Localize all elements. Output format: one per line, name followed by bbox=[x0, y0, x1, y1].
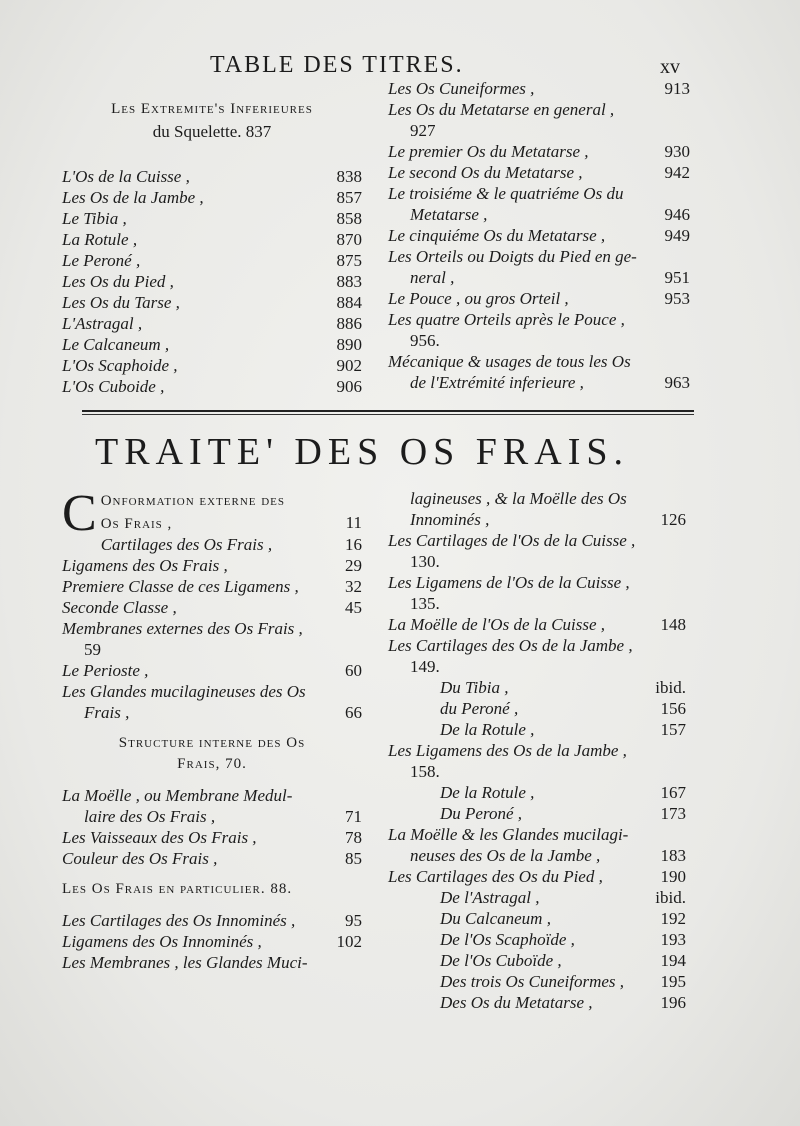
toc-entry bbox=[388, 992, 686, 1013]
toc-entry bbox=[388, 204, 690, 225]
toc-entry bbox=[62, 660, 362, 681]
bottom-left-column bbox=[62, 485, 362, 973]
toc-entry bbox=[62, 775, 362, 785]
toc-entry-title: Les Cartilages des Os du Pied , bbox=[388, 867, 603, 886]
toc-entry-title: Le Pouce , ou gros Orteil , bbox=[388, 289, 569, 308]
toc-entry-page: 29 bbox=[345, 556, 362, 575]
opening-line2: Os Frais , 11 bbox=[100, 513, 362, 532]
toc-entry bbox=[62, 806, 362, 827]
toc-entry-page: 183 bbox=[660, 846, 686, 865]
horizontal-rule-thin bbox=[82, 414, 694, 415]
toc-entry bbox=[62, 355, 362, 376]
toc-entry-title: Les Os du Pied , bbox=[62, 272, 174, 291]
toc-entry bbox=[62, 166, 362, 187]
toc-entry-page: 886 bbox=[336, 314, 362, 333]
toc-entry-page: 946 bbox=[664, 205, 690, 224]
toc-entry-title: L'Astragal , bbox=[62, 314, 143, 333]
toc-entry bbox=[388, 509, 686, 530]
toc-entry bbox=[388, 677, 686, 698]
toc-entry-page: 102 bbox=[336, 932, 362, 951]
toc-entry-title: du Peroné , bbox=[440, 699, 519, 718]
toc-entry bbox=[388, 267, 690, 288]
toc-entry-title: 59 bbox=[84, 640, 101, 659]
toc-entry bbox=[62, 555, 362, 576]
toc-entry bbox=[388, 288, 690, 309]
toc-entry bbox=[388, 845, 686, 866]
toc-entry bbox=[388, 971, 686, 992]
toc-entry bbox=[62, 681, 362, 702]
toc-entry-page: 157 bbox=[660, 720, 686, 739]
entry-list bbox=[62, 534, 362, 973]
toc-entry bbox=[62, 931, 362, 952]
toc-entry-page: 16 bbox=[345, 535, 362, 554]
toc-entry-title: Innominés , bbox=[410, 510, 490, 529]
toc-entry-title: Ligamens des Os Innominés , bbox=[62, 932, 262, 951]
toc-entry bbox=[388, 551, 686, 572]
toc-entry bbox=[62, 597, 362, 618]
toc-entry bbox=[388, 351, 690, 372]
toc-entry-page: 858 bbox=[336, 209, 362, 228]
toc-entry-page: 148 bbox=[660, 615, 686, 634]
toc-entry-title: de l'Extrémité inferieure , bbox=[410, 373, 584, 392]
toc-entry bbox=[388, 309, 690, 330]
toc-entry bbox=[62, 900, 362, 910]
toc-entry-title: La Moëlle & les Glandes mucilagi- bbox=[388, 825, 629, 844]
toc-entry bbox=[62, 376, 362, 397]
toc-entry-title: De l'Astragal , bbox=[440, 888, 540, 907]
toc-entry bbox=[388, 740, 686, 761]
toc-entry bbox=[388, 78, 690, 99]
toc-entry bbox=[388, 120, 690, 141]
toc-entry-title: Les Cartilages de l'Os de la Cuisse , bbox=[388, 531, 636, 550]
toc-entry-title: laire des Os Frais , bbox=[84, 807, 216, 826]
toc-entry bbox=[388, 761, 686, 782]
top-left-column bbox=[62, 98, 362, 397]
toc-entry-page: 902 bbox=[336, 356, 362, 375]
toc-entry-title: La Rotule , bbox=[62, 230, 138, 249]
toc-entry-title: Les quatre Orteils après le Pouce , bbox=[388, 310, 625, 329]
toc-entry bbox=[388, 488, 686, 509]
toc-entry-page: 949 bbox=[664, 226, 690, 245]
toc-entry-title: Du Peroné , bbox=[440, 804, 522, 823]
entry-list bbox=[388, 78, 690, 393]
toc-entry-page: 857 bbox=[336, 188, 362, 207]
toc-entry-title: Du Calcaneum , bbox=[440, 909, 551, 928]
toc-entry-title: La Moëlle , ou Membrane Medul- bbox=[62, 786, 293, 805]
toc-entry bbox=[388, 782, 686, 803]
toc-entry-title: Ligamens des Os Frais , bbox=[62, 556, 228, 575]
toc-entry bbox=[62, 534, 362, 555]
section-heading-line2: du Squelette. 837 bbox=[152, 122, 272, 141]
toc-entry-title: Couleur des Os Frais , bbox=[62, 849, 218, 868]
toc-entry bbox=[388, 530, 686, 551]
toc-entry bbox=[62, 785, 362, 806]
toc-entry-page: 942 bbox=[664, 163, 690, 182]
toc-entry-title: 927 bbox=[410, 121, 436, 140]
toc-entry-title: Des trois Os Cuneiformes , bbox=[440, 972, 625, 991]
toc-entry-title: Le Calcaneum , bbox=[62, 335, 170, 354]
top-right-column bbox=[388, 78, 690, 393]
toc-entry bbox=[388, 162, 690, 183]
toc-entry-page: 838 bbox=[336, 167, 362, 186]
drop-cap: C bbox=[62, 485, 97, 542]
toc-entry-page: 963 bbox=[664, 373, 690, 392]
toc-entry-title: Premiere Classe de ces Ligamens , bbox=[62, 577, 299, 596]
entry-list bbox=[388, 488, 686, 1013]
toc-entry bbox=[388, 698, 686, 719]
toc-entry bbox=[388, 803, 686, 824]
toc-entry bbox=[62, 187, 362, 208]
toc-entry bbox=[388, 183, 690, 204]
toc-entry-title: Metatarse , bbox=[410, 205, 488, 224]
toc-entry bbox=[388, 887, 686, 908]
toc-entry-title: 135. bbox=[410, 594, 440, 613]
horizontal-rule bbox=[82, 410, 694, 412]
toc-entry bbox=[62, 271, 362, 292]
toc-entry bbox=[388, 866, 686, 887]
toc-entry-title: 158. bbox=[410, 762, 440, 781]
toc-entry-page: 60 bbox=[345, 661, 362, 680]
toc-entry-page: 951 bbox=[664, 268, 690, 287]
toc-entry-title: De l'Os Cuboïde , bbox=[440, 951, 562, 970]
toc-entry-title: Membranes externes des Os Frais , bbox=[62, 619, 303, 638]
toc-entry bbox=[62, 576, 362, 597]
toc-entry-page: 71 bbox=[345, 807, 362, 826]
toc-entry bbox=[62, 229, 362, 250]
toc-entry-title: Structure interne des Os bbox=[118, 735, 306, 751]
toc-entry-page: ibid. bbox=[655, 678, 686, 697]
toc-entry-title: Le Tibia , bbox=[62, 209, 127, 228]
toc-entry-title: 130. bbox=[410, 552, 440, 571]
toc-entry-title: Le Peroné , bbox=[62, 251, 141, 270]
toc-entry-title: L'Os de la Cuisse , bbox=[62, 167, 190, 186]
toc-entry-title: 149. bbox=[410, 657, 440, 676]
toc-entry bbox=[388, 99, 690, 120]
bottom-right-column bbox=[388, 488, 686, 1013]
toc-entry bbox=[62, 848, 362, 869]
toc-entry bbox=[62, 334, 362, 355]
toc-entry bbox=[62, 702, 362, 723]
toc-entry-title: Les Orteils ou Doigts du Pied en ge- bbox=[388, 247, 637, 266]
toc-entry-title: De l'Os Scaphoïde , bbox=[440, 930, 575, 949]
toc-entry-title: 956. bbox=[410, 331, 440, 350]
toc-entry-page: 78 bbox=[345, 828, 362, 847]
toc-entry-title: Les Os de la Jambe , bbox=[62, 188, 204, 207]
toc-entry-title: Le second Os du Metatarse , bbox=[388, 163, 583, 182]
toc-entry-title: Les Os Frais en particulier. 88. bbox=[62, 881, 293, 897]
toc-entry-page: 95 bbox=[345, 911, 362, 930]
toc-entry bbox=[62, 869, 362, 879]
toc-entry bbox=[388, 593, 686, 614]
toc-entry-page: 884 bbox=[336, 293, 362, 312]
toc-entry-page: 66 bbox=[345, 703, 362, 722]
toc-entry-title: L'Os Cuboide , bbox=[62, 377, 165, 396]
toc-entry bbox=[388, 372, 690, 393]
toc-entry-title: Les Membranes , les Glandes Muci- bbox=[62, 953, 308, 972]
toc-entry-page: 930 bbox=[664, 142, 690, 161]
toc-entry-title: Le troisiéme & le quatriéme Os du bbox=[388, 184, 624, 203]
toc-entry-page: 173 bbox=[660, 804, 686, 823]
toc-entry-title: Le Perioste , bbox=[62, 661, 149, 680]
toc-entry bbox=[62, 639, 362, 660]
toc-entry-title: Frais , bbox=[84, 703, 130, 722]
toc-entry-page: 167 bbox=[660, 783, 686, 802]
toc-entry-title: Des Os du Metatarse , bbox=[440, 993, 593, 1012]
toc-entry-title: Les Os du Metatarse en general , bbox=[388, 100, 615, 119]
toc-entry bbox=[388, 908, 686, 929]
toc-entry bbox=[388, 719, 686, 740]
toc-entry bbox=[388, 950, 686, 971]
toc-entry-title: Frais, 70. bbox=[177, 756, 247, 772]
toc-entry-title: lagineuses , & la Moëlle des Os bbox=[410, 489, 627, 508]
toc-entry-title: Du Tibia , bbox=[440, 678, 509, 697]
toc-entry bbox=[388, 929, 686, 950]
toc-entry bbox=[388, 141, 690, 162]
toc-entry-title: Les Glandes mucilagineuses des Os bbox=[62, 682, 306, 701]
toc-entry bbox=[62, 208, 362, 229]
section-title: TRAITE' DES OS FRAIS. bbox=[95, 431, 629, 473]
toc-entry bbox=[62, 910, 362, 931]
toc-entry-page: 194 bbox=[660, 951, 686, 970]
toc-entry-page: 32 bbox=[345, 577, 362, 596]
toc-entry-page: 875 bbox=[336, 251, 362, 270]
toc-entry-page: 906 bbox=[336, 377, 362, 396]
toc-entry-title: Les Os Cuneiformes , bbox=[388, 79, 535, 98]
toc-entry-page: 195 bbox=[660, 972, 686, 991]
toc-entry bbox=[62, 733, 362, 754]
section-heading-line1: Les Extremite's Inferieures bbox=[111, 101, 313, 117]
toc-entry bbox=[388, 635, 686, 656]
toc-entry bbox=[62, 754, 362, 775]
toc-entry-title: neral , bbox=[410, 268, 455, 287]
toc-entry-page: 883 bbox=[336, 272, 362, 291]
toc-entry-title: Les Vaisseaux des Os Frais , bbox=[62, 828, 257, 847]
toc-entry bbox=[62, 723, 362, 733]
toc-entry-page: 126 bbox=[660, 510, 686, 529]
toc-entry-title: De la Rotule , bbox=[440, 783, 535, 802]
toc-entry-page: 193 bbox=[660, 930, 686, 949]
toc-entry-page: 190 bbox=[660, 867, 686, 886]
toc-entry bbox=[62, 250, 362, 271]
toc-entry bbox=[388, 330, 690, 351]
toc-entry bbox=[388, 246, 690, 267]
toc-entry bbox=[388, 572, 686, 593]
toc-entry-title: Les Ligamens de l'Os de la Cuisse , bbox=[388, 573, 630, 592]
toc-entry bbox=[388, 656, 686, 677]
toc-entry-title: Les Cartilages des Os de la Jambe , bbox=[388, 636, 633, 655]
toc-entry bbox=[62, 952, 362, 973]
toc-entry-title: Les Cartilages des Os Innominés , bbox=[62, 911, 296, 930]
toc-entry bbox=[62, 292, 362, 313]
toc-entry-page: 196 bbox=[660, 993, 686, 1012]
toc-entry-page: 156 bbox=[660, 699, 686, 718]
running-title: TABLE DES TITRES. bbox=[210, 52, 464, 78]
page-number: xv bbox=[660, 56, 680, 78]
toc-entry-page: 913 bbox=[664, 79, 690, 98]
toc-entry bbox=[388, 614, 686, 635]
toc-entry-title: neuses des Os de la Jambe , bbox=[410, 846, 601, 865]
toc-entry bbox=[62, 827, 362, 848]
toc-entry bbox=[62, 618, 362, 639]
opening-line1: Onformation externe des bbox=[100, 493, 286, 509]
toc-entry-title: De la Rotule , bbox=[440, 720, 535, 739]
toc-entry-title: Les Ligamens des Os de la Jambe , bbox=[388, 741, 627, 760]
toc-entry-title: Les Os du Tarse , bbox=[62, 293, 180, 312]
toc-entry bbox=[62, 313, 362, 334]
toc-entry-page: 870 bbox=[336, 230, 362, 249]
opening-entry bbox=[62, 485, 362, 542]
toc-entry-page: 890 bbox=[336, 335, 362, 354]
toc-entry-title: L'Os Scaphoide , bbox=[62, 356, 178, 375]
toc-entry-title: Le premier Os du Metatarse , bbox=[388, 142, 589, 161]
toc-entry-title: Cartilages des Os Frais , bbox=[100, 535, 273, 554]
entry-list bbox=[62, 166, 362, 397]
toc-entry bbox=[388, 824, 686, 845]
toc-entry-title: Mécanique & usages de tous les Os bbox=[388, 352, 631, 371]
toc-entry-page: ibid. bbox=[655, 888, 686, 907]
toc-entry-title: Seconde Classe , bbox=[62, 598, 177, 617]
toc-entry-page: 192 bbox=[660, 909, 686, 928]
toc-entry-page: 85 bbox=[345, 849, 362, 868]
toc-entry-page: 45 bbox=[345, 598, 362, 617]
toc-entry bbox=[388, 225, 690, 246]
toc-entry-page: 953 bbox=[664, 289, 690, 308]
toc-entry bbox=[62, 879, 362, 900]
toc-entry-title: Le cinquiéme Os du Metatarse , bbox=[388, 226, 606, 245]
toc-entry-title: La Moëlle de l'Os de la Cuisse , bbox=[388, 615, 606, 634]
